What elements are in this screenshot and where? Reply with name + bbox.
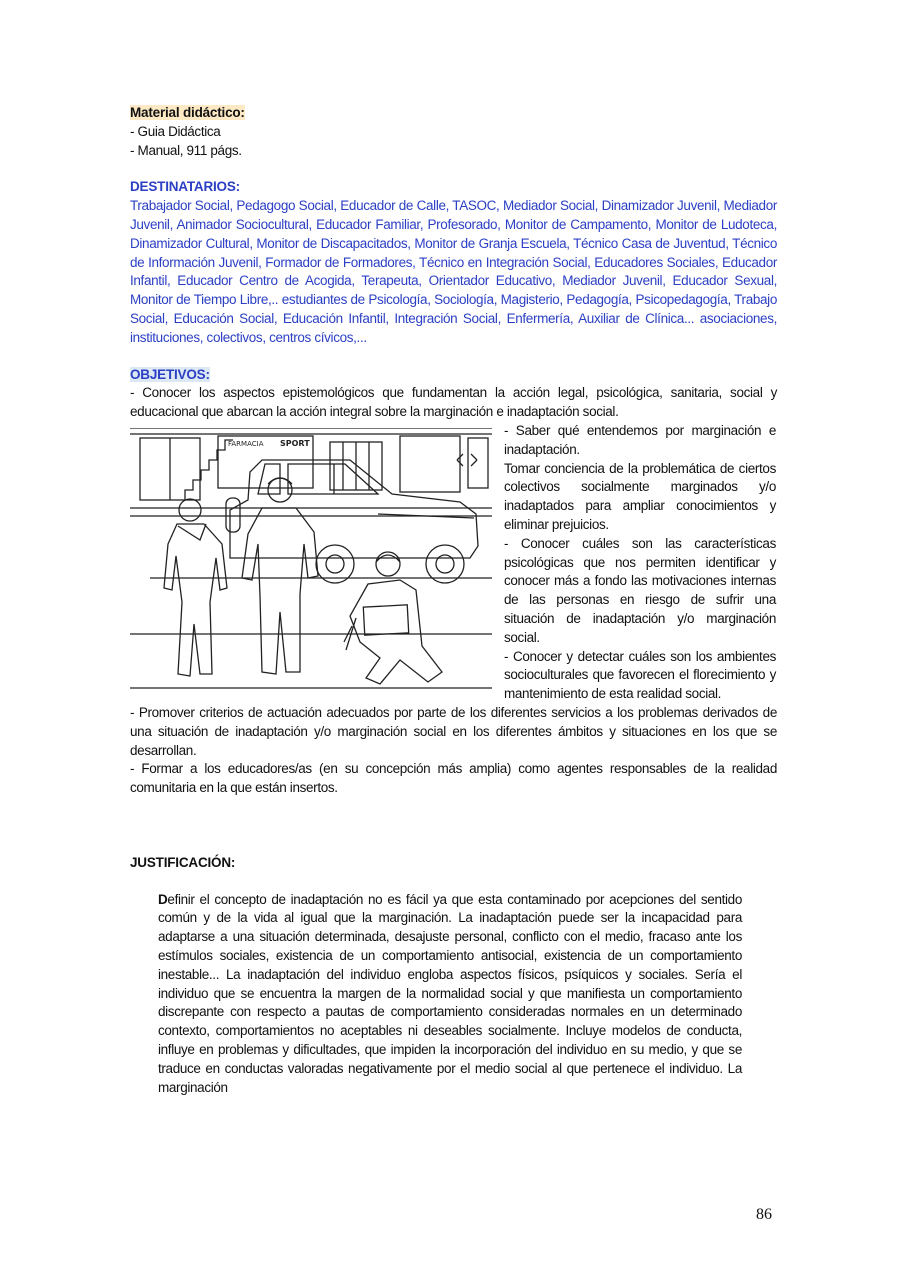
material-section — [130, 104, 777, 160]
justificacion-text — [158, 891, 742, 1098]
objetivos-section — [130, 366, 777, 798]
objetivo-caracteristicas: - Conocer cuáles son las características psicológicas que nos permiten identificar y conocer más a fondo las motivaciones internas de las personas en riesgo de sufrir una situación de inadaptación y/o marginación social. — [504, 535, 776, 645]
destinatarios-section — [130, 178, 777, 347]
objetivo-epistemologicos: - Conocer los aspectos epistemológicos que fundamentan la acción legal, psicológica, sanitaria, social y educacional que abarcan la acción integral sobre la marginación e inadaptación social. — [130, 385, 777, 420]
objetivo-ambientes: - Conocer y detectar cuáles son los ambientes socioculturales que favorecen el florecimiento y mantenimiento de esta realidad social. — [504, 648, 776, 702]
justificacion-section — [130, 854, 777, 1098]
justificacion-heading: JUSTIFICACIÓN: — [130, 854, 236, 870]
drop-initial: D — [158, 891, 168, 907]
objetivo-conciencia: Tomar conciencia de la problemática de ciertos colectivos socialmente marginados y/o inadaptados para ampliar conocimientos y eliminar prejuicios. — [504, 460, 776, 532]
objetivo-criterios: - Promover criterios de actuación adecuados por parte de los diferentes servicios a los problemas derivados de una situación de inadaptación y/o marginación social en los diferentes ámbitos y situaciones en los que se desarrollan. — [130, 704, 777, 758]
destinatarios-text: Trabajador Social, Pedagogo Social, Educador de Calle, TASOC, Mediador Social, Dinamizador Juvenil, Mediador Juvenil, Animador Sociocultural, Educador Familiar, Profesorado, Monitor de Campamento, Monitor de Ludoteca, Dinamizador Cultural, Monitor de Discapacitados, Monitor de Granja Escuela, Técnico Casa de Juventud, Técnico de Información Juvenil, Formador de Formadores, Técnico en Integración Social, Educadores Sociales, Educador Infantil, Educador Centro de Acogida, Terapeuta, Orientador Educativo, Mediador Juvenil, Educador Sexual, Monitor de Tiempo Libre,.. estudiantes de Psicología, Sociología, Magisterio, Pedagogía, Psicopedagogía, Trabajo Social, Educación Social, Educación Infantil, Integración Social, Enfermería, Auxiliar de Clínica... asociaciones, instituciones, colectivos, centros cívicos,... — [130, 198, 777, 345]
destinatarios-heading: DESTINATARIOS: — [130, 179, 240, 195]
sport-sign: SPORT — [280, 438, 310, 448]
material-item-manual: - Manual, 911 págs. — [130, 142, 242, 158]
objetivos-heading: OBJETIVOS: — [130, 366, 210, 382]
material-heading: Material didáctico: — [130, 105, 245, 120]
page-number: 86 — [756, 1206, 772, 1223]
document-page — [130, 104, 777, 1097]
objetivo-saber: - Saber qué entendemos por marginación e inadaptación. — [504, 422, 776, 457]
justificacion-body: efinir el concepto de inadaptación no es fácil ya que esta contaminado por acepciones del sentido común y de la vida al igual que la marginación. La inadaptación puede ser la incapacidad para adaptarse a una situación determinada, desajuste personal, conflicto con el medio, fracaso ante los estímulos sociales, existencia de un comportamiento antisocial, existencia de un comportamiento inestable... La inadaptación del individuo engloba aspectos físicos, psíquicos y sociales. Sería el individuo que se encuentra la margen de la normalidad social y que manifiesta un comportamiento discrepante con respecto a pautas de comportamiento consideradas normales en un determinado contexto, comportamientos no aceptables ni deseables socialmente. Incluye modelos de conducta, influye en problemas y dificultades, que impiden la incorporación del individuo en su medio, y que se traduce en conductas valoradas negativamente por el medio social al que pertenece el individuo. La marginación — [158, 891, 742, 1095]
material-item-guide: - Guia Didáctica — [130, 123, 221, 139]
pharmacy-sign: FARMACIA — [228, 439, 264, 448]
street-illustration — [130, 428, 492, 698]
objetivo-formar: - Formar a los educadores/as (en su concepción más amplia) como agentes responsables de la realidad comunitaria en la que están insertos. — [130, 761, 777, 796]
